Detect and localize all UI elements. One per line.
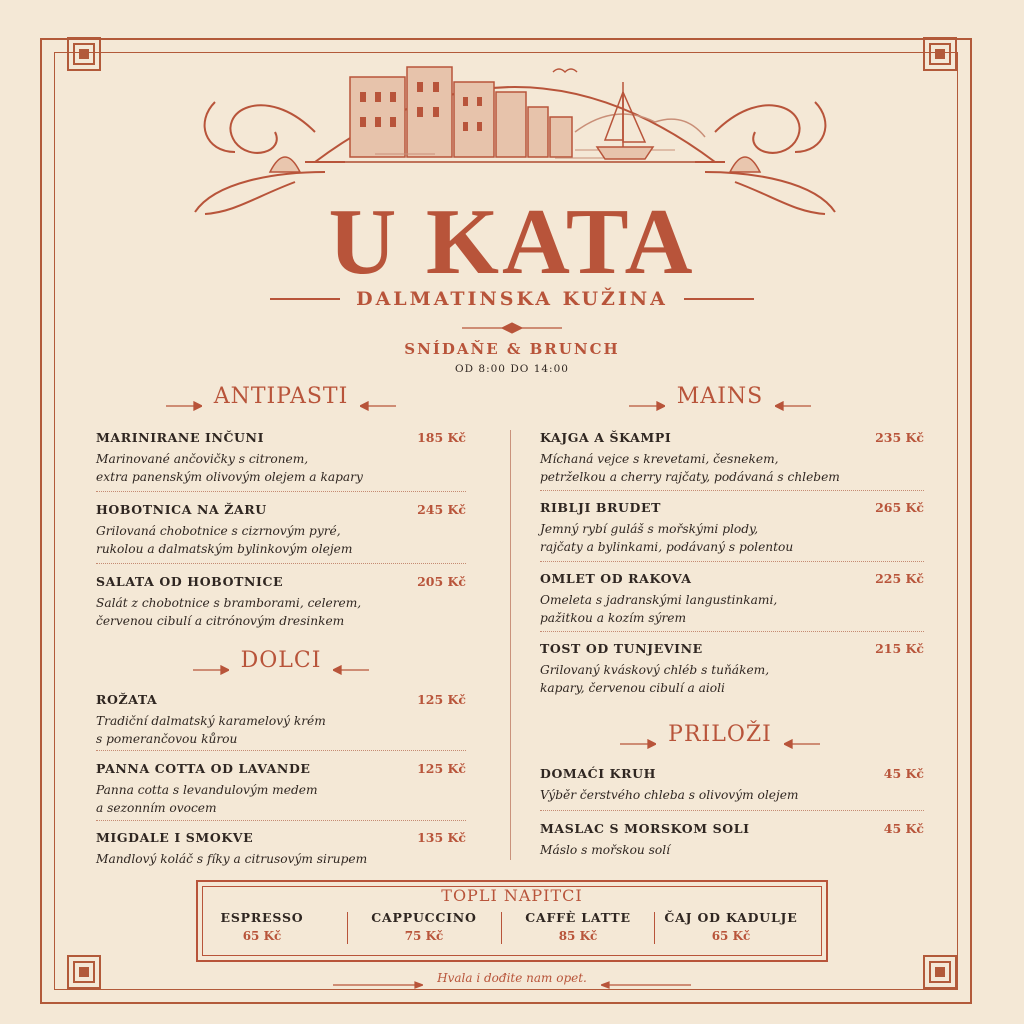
item-name: PANNA COTTA OD LAVANDE	[96, 761, 311, 776]
item-price: 215 Kč	[875, 641, 924, 656]
item-description: Omeleta s jadranskými langustinkami, pažitkou a kozím sýrem	[540, 593, 778, 625]
arrow-right-icon	[629, 392, 665, 402]
item-separator	[540, 490, 924, 491]
item-name: RIBLJI BRUDET	[540, 500, 662, 515]
drink-item	[185, 910, 339, 943]
corner-ornament-icon	[920, 34, 960, 74]
item-price: 265 Kč	[875, 500, 924, 515]
arrow-left-icon	[333, 656, 369, 666]
item-price: 45 Kč	[883, 766, 924, 781]
menu-item	[540, 766, 924, 806]
drink-name: ESPRESSO	[220, 910, 304, 925]
item-description: Grilovaný kváskový chléb s tuňákem, kapary, červenou cibulí a aioli	[540, 663, 770, 695]
item-separator	[540, 810, 924, 811]
menu-item	[96, 430, 466, 486]
item-description: Panna cotta s levandulovým medem a sezonním ovocem	[96, 783, 318, 815]
item-price: 125 Kč	[417, 692, 466, 707]
item-name: ROŽATA	[96, 692, 158, 707]
item-separator	[540, 561, 924, 562]
menu-item	[540, 821, 924, 861]
item-separator	[96, 750, 466, 751]
item-separator	[96, 563, 466, 564]
menu-item	[96, 692, 466, 748]
drink-name: CAFFÈ LATTE	[525, 910, 631, 925]
section-heading-dolci	[96, 648, 466, 673]
footer-text: Hvala i dođite nam opet.	[437, 971, 587, 985]
footer	[0, 971, 1024, 985]
section-heading-prilozi	[540, 722, 900, 747]
drink-item	[501, 910, 655, 943]
tagline-row	[0, 288, 1024, 310]
menu-item	[540, 571, 924, 627]
corner-ornament-icon	[64, 34, 104, 74]
arrow-right-icon	[166, 392, 202, 402]
arrow-right-icon	[193, 656, 229, 666]
menu-item	[96, 574, 466, 630]
flourish-icon	[462, 320, 562, 334]
item-price: 225 Kč	[875, 571, 924, 586]
item-price: 205 Kč	[417, 574, 466, 589]
item-description: Výběr čerstvého chleba s olivovým olejem	[540, 788, 799, 802]
drink-name: CAPPUCCINO	[371, 910, 477, 925]
section-title: MAINS	[676, 384, 764, 409]
section-heading-mains	[540, 384, 900, 409]
item-name: SALATA OD HOBOTNICE	[96, 574, 284, 589]
arrow-right-icon	[620, 730, 656, 740]
drink-price: 85 Kč	[558, 929, 598, 943]
column-divider	[510, 430, 511, 860]
item-description: Míchaná vejce s krevetami, česnekem, petrželkou a cherry rajčaty, podávaná s chlebem	[540, 452, 840, 484]
item-price: 135 Kč	[417, 830, 466, 845]
item-price: 185 Kč	[417, 430, 466, 445]
item-separator	[540, 631, 924, 632]
item-description: Salát z chobotnice s bramborami, celerem, červenou cibulí a citrónovým dresinkem	[96, 596, 362, 628]
arrow-left-icon	[360, 392, 396, 402]
drinks-title: TOPLI NAPITCI	[441, 886, 583, 905]
item-name: OMLET OD RAKOVA	[540, 571, 692, 586]
item-description: Tradiční dalmatský karamelový krém s pomerančovou kůrou	[96, 714, 326, 746]
item-name: TOST OD TUNJEVINE	[540, 641, 703, 656]
drink-price: 65 Kč	[242, 929, 282, 943]
item-name: KAJGA A ŠKAMPI	[540, 430, 672, 445]
section-title: DOLCI	[240, 648, 322, 673]
menu-item	[540, 500, 924, 556]
item-price: 235 Kč	[875, 430, 924, 445]
drink-name: ČAJ OD KADULJE	[664, 910, 798, 925]
item-description: Marinované ančovičky s citronem, extra panenským olivovým olejem a kapary	[96, 452, 363, 484]
section-title: PRILOŽI	[668, 722, 772, 747]
drink-item	[654, 910, 808, 943]
menu-item	[96, 830, 466, 870]
section-title: ANTIPASTI	[213, 384, 349, 409]
item-separator	[96, 491, 466, 492]
tagline: DALMATINSKA KUŽINA	[356, 288, 668, 310]
drink-price: 75 Kč	[404, 929, 444, 943]
tagline-rule	[684, 298, 754, 300]
item-separator	[96, 820, 466, 821]
arrow-left-icon	[784, 730, 820, 740]
item-price: 125 Kč	[417, 761, 466, 776]
service-title: SNÍDAŇE & BRUNCH	[404, 340, 620, 358]
item-price: 245 Kč	[417, 502, 466, 517]
section-heading-antipasti	[96, 384, 466, 409]
arrow-left-icon	[601, 974, 691, 982]
item-description: Grilovaná chobotnice s cizrnovým pyré, rukolou a dalmatským bylinkovým olejem	[96, 524, 353, 556]
menu-item	[96, 761, 466, 817]
item-name: HOBOTNICA NA ŽARU	[96, 502, 267, 517]
menu-item	[540, 430, 924, 486]
arrow-right-icon	[333, 974, 423, 982]
item-name: MIGDALE I SMOKVE	[96, 830, 254, 845]
item-description: Máslo s mořskou solí	[540, 843, 671, 857]
item-name: MARINIRANE INČUNI	[96, 430, 265, 445]
item-name: MASLAC S MORSKOM SOLI	[540, 821, 750, 836]
item-description: Jemný rybí guláš s mořskými plody, rajčaty a bylinkami, podávaný s polentou	[540, 522, 794, 554]
drink-item	[347, 910, 501, 943]
item-name: DOMAĆI KRUH	[540, 766, 656, 781]
harbor-illustration	[175, 22, 855, 218]
drink-price: 65 Kč	[711, 929, 751, 943]
menu-item	[96, 502, 466, 558]
menu-item	[540, 641, 924, 697]
arrow-left-icon	[775, 392, 811, 402]
tagline-rule	[270, 298, 340, 300]
service-hours: OD 8:00 DO 14:00	[455, 363, 569, 375]
restaurant-name: U KATA	[328, 190, 696, 294]
item-description: Mandlový koláč s fíky a citrusovým sirupem	[96, 852, 368, 866]
item-price: 45 Kč	[883, 821, 924, 836]
